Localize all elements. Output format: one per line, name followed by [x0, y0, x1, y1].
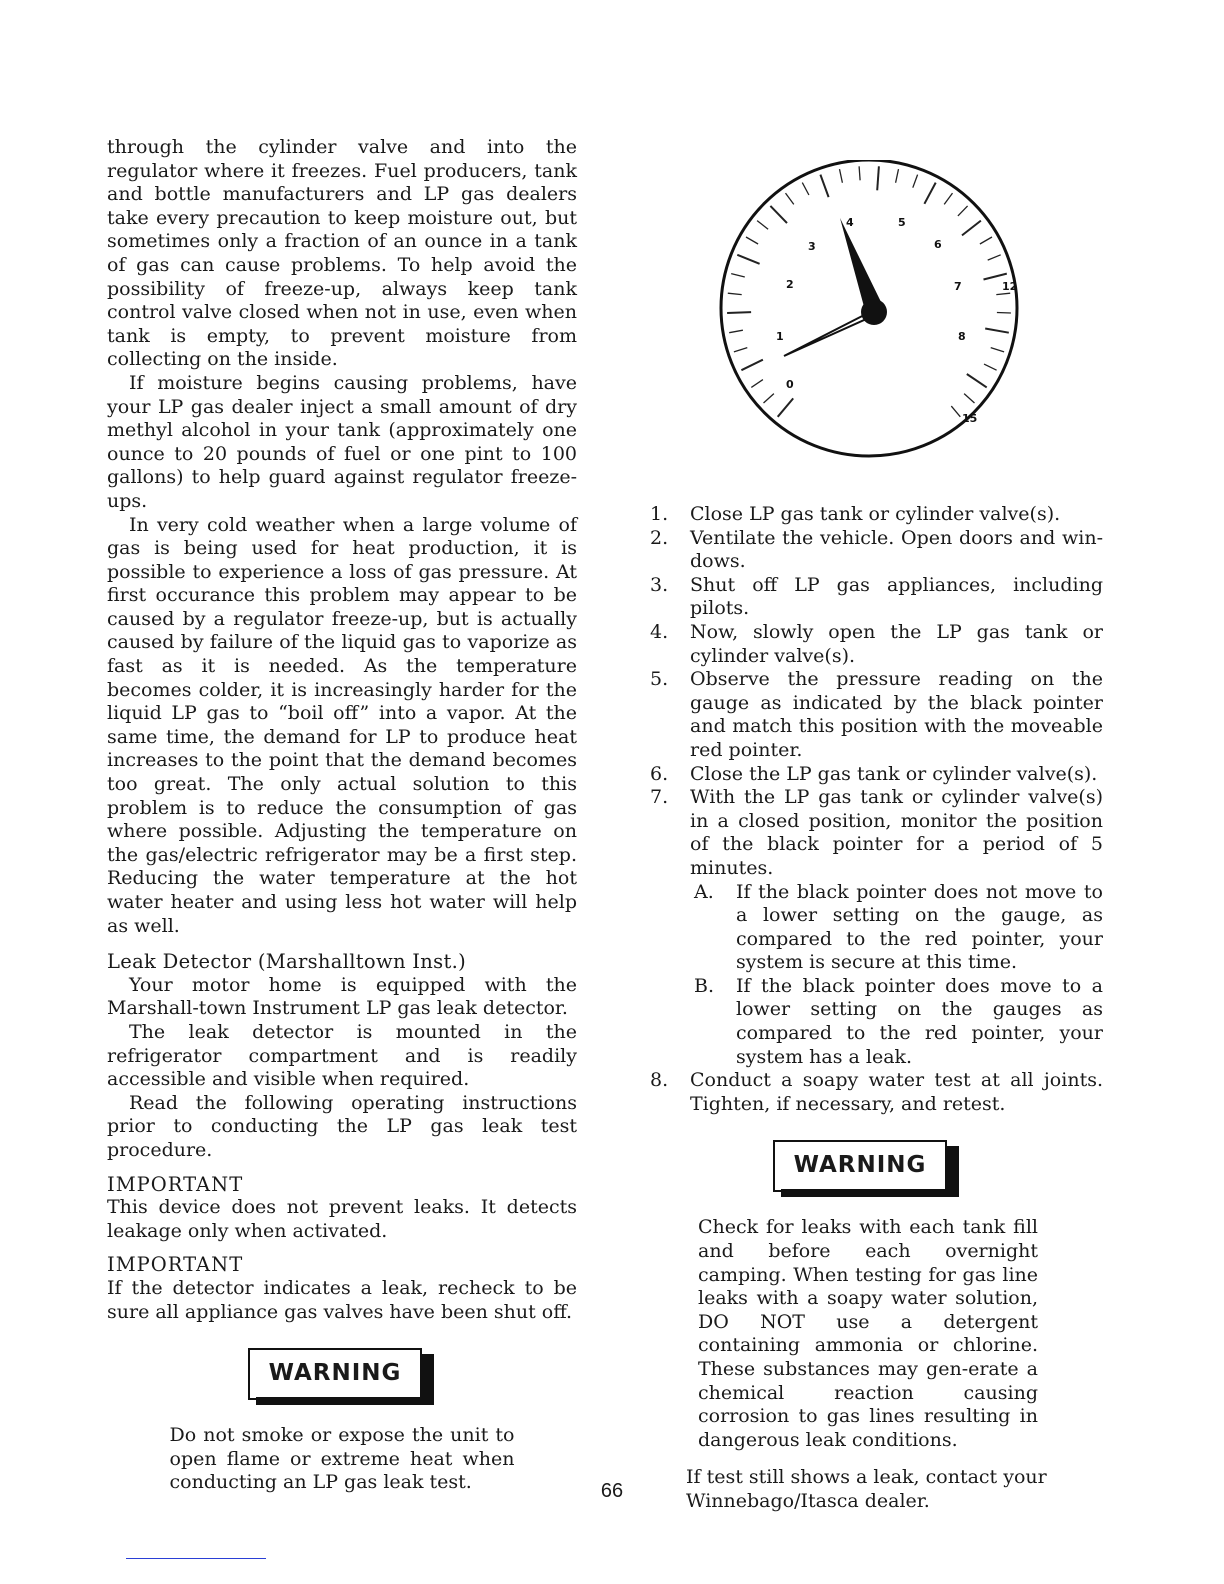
step-number: 1.: [650, 503, 669, 525]
paragraph-moisture: If moisture begins causing problems, have your LP gas dealer inject a small amount of dry methyl alcohol in your tank (approximately one ounce to 20 pounds of fuel or one pint to 100 gallons) to help guard against regulator freeze-ups.: [107, 371, 577, 512]
gauge-tick: [997, 313, 1011, 314]
important-text-1: This device does not prevent leaks. It detects leakage only when activated.: [107, 1196, 577, 1242]
gauge-label-15: 15: [962, 412, 978, 425]
step-item: [648, 763, 1103, 787]
warning-label-left: WARNING: [268, 1360, 402, 1387]
warning-banner-right: [773, 1140, 961, 1196]
sub-step-letter: A.: [694, 880, 714, 903]
gauge-label-12: 12: [1002, 280, 1018, 293]
step-number: 6.: [650, 762, 669, 785]
gauge-label-4: 4: [846, 216, 854, 229]
step-item: [648, 668, 1103, 762]
pressure-gauge-illustration: [718, 160, 1020, 465]
sub-step-item: [690, 881, 1103, 975]
gauge-pivot: [861, 299, 887, 325]
step-text: Observe the pressure reading on the gauge as indicated by the black pointer and match this position with the moveable red pointer.: [690, 668, 1103, 761]
warning-text-right: Check for leaks with each tank fill and before each overnight camping. When testing for gas line leaks with a soapy water solution, DO NOT use a detergent containing ammonia or chlorine. These substances may gen-erate a chemical reaction causing corrosion to gas lines resulting in dangerous leak conditions.: [698, 1216, 1038, 1451]
leak-detector-paragraph-3: Read the following operating instructions prior to conducting the LP gas leak test procedure.: [107, 1091, 577, 1161]
step-number: 4.: [650, 620, 669, 643]
warning-banner-left: [248, 1348, 436, 1404]
step-item: [648, 574, 1103, 621]
step-text: Conduct a soapy water test at all joints. Tighten, if necessary, and retest.: [690, 1069, 1103, 1115]
page-number: 66: [600, 1480, 624, 1502]
step-item: [648, 786, 1103, 1069]
right-column: [648, 503, 1103, 1514]
step-number: 5.: [650, 668, 669, 691]
step-item: [648, 527, 1103, 574]
step-text: With the LP gas tank or cylinder valve(s) in a closed position, monitor the position of the black pointer for a period of 5 minutes.: [690, 786, 1103, 879]
sub-step-letter: B.: [694, 974, 715, 997]
gauge-label-8: 8: [958, 330, 966, 343]
step-text: Close the LP gas tank or cylinder valve(s).: [690, 762, 1098, 785]
step-item: [648, 1069, 1103, 1116]
paragraph-regulator-freeze: through the cylinder valve and into the regulator where it freezes. Fuel producers, tank and bottle manufacturers and LP gas dealers take every precaution to keep moisture out, but sometimes only a fraction of an ounce in a tank of gas can cause problems. To help avoid the possibility of freeze-up, always keep tank control valve closed when not in use, even when tank is empty, to prevent moisture from collecting on the inside.: [107, 136, 577, 371]
step-text: Ventilate the vehicle. Open doors and win-dows.: [690, 526, 1103, 573]
gauge-label-7: 7: [954, 280, 962, 293]
sub-steps: [690, 881, 1103, 1070]
paragraph-cold-weather: In very cold weather when a large volume of gas is being used for heat production, it is possible to experience a loss of gas pressure. At first occurance this problem may appear to be caused by a regulator freeze-up, but is actually caused by failure of the liquid gas to vaporize as fast as it is needed. As the temperature becomes colder, it is increasingly harder for the liquid LP gas to “boil off” into a vapor. At the same time, the demand for LP to produce heat increases to the point that the demand becomes too great. The only actual solution to this problem is to reduce the consumption of gas where possible. Adjusting the temperature on the gas/electric refrigerator may be a first step. Reducing the water temperature at the hot water heater and using less hot water will help as well.: [107, 513, 577, 937]
step-item: [648, 621, 1103, 668]
leak-detector-paragraph-2: The leak detector is mounted in the refrigerator compartment and is readily accessible and visible when required.: [107, 1020, 577, 1091]
footer-rule: [126, 1558, 266, 1559]
step-text: Now, slowly open the LP gas tank or cylinder valve(s).: [690, 620, 1103, 667]
gauge-label-5: 5: [898, 216, 906, 229]
gauge-label-1: 1: [776, 330, 784, 343]
step-item: [648, 503, 1103, 527]
step-text: Shut off LP gas appliances, including pilots.: [690, 573, 1103, 620]
sub-step-text: If the black pointer does move to a lower setting on the gauges as compared to the red pointer, your system has a leak.: [736, 974, 1103, 1068]
step-number: 8.: [650, 1069, 669, 1092]
important-heading-2: IMPORTANT: [107, 1253, 244, 1277]
gauge-label-6: 6: [934, 238, 942, 251]
gauge-label-0: 0: [786, 378, 794, 391]
important-heading-1: IMPORTANT: [107, 1172, 244, 1196]
procedure-steps: [648, 503, 1103, 1116]
step-number: 7.: [650, 786, 669, 809]
leak-detector-paragraph-1: Your motor home is equipped with the Marshall-town Instrument LP gas leak detector.: [107, 973, 577, 1020]
sub-step-text: If the black pointer does not move to a lower setting on the gauge, as compared to the red pointer, your system is secure at this time.: [736, 880, 1103, 974]
leak-detector-heading: Leak Detector (Marshalltown Inst.): [107, 950, 467, 974]
gauge-label-3: 3: [808, 240, 816, 253]
sub-step-item: [690, 975, 1103, 1069]
warning-label-right: WARNING: [793, 1152, 927, 1179]
left-column: [107, 136, 577, 1495]
closing-text: If test still shows a leak, contact your Winnebago/Itasca dealer.: [686, 1466, 1047, 1512]
step-number: 3.: [650, 573, 669, 596]
step-text: Close LP gas tank or cylinder valve(s).: [690, 503, 1061, 525]
gauge-tick: [727, 312, 751, 313]
gauge-label-2: 2: [786, 278, 794, 291]
step-number: 2.: [650, 526, 669, 549]
important-text-2: If the detector indicates a leak, recheck to be sure all appliance gas valves have been shut off.: [107, 1276, 577, 1323]
warning-text-left: Do not smoke or expose the unit to open flame or extreme heat when conducting an LP gas leak test.: [169, 1424, 515, 1494]
